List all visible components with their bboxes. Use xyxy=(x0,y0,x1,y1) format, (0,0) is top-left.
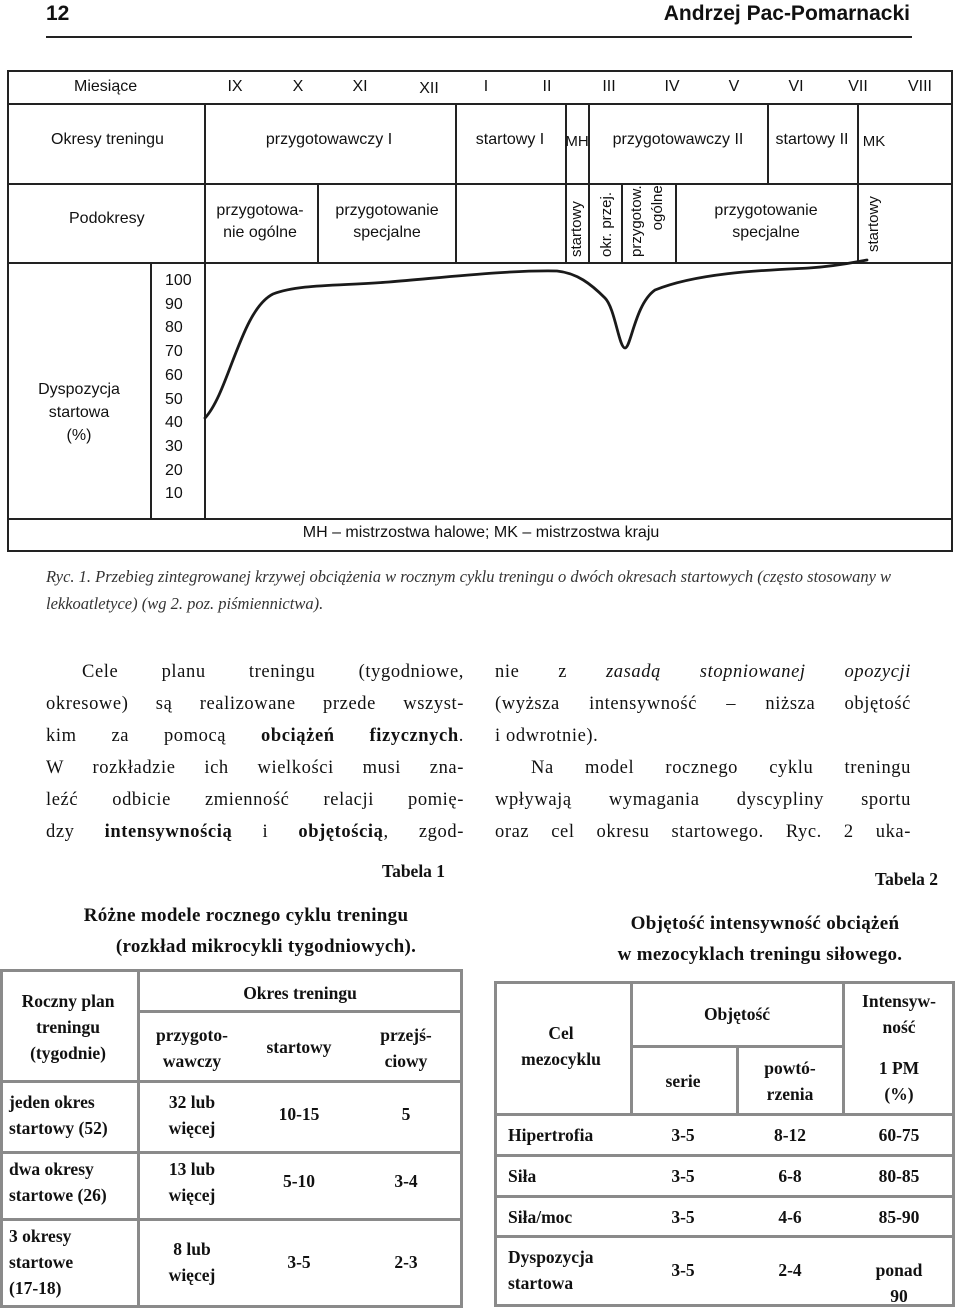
subperiod-specific-prep-1: przygotowanie specjalne xyxy=(335,202,439,241)
table2-header-intensity: Intensyw- ność xyxy=(862,991,936,1037)
month-label: III xyxy=(602,78,616,95)
table2-cell-reps: 6-8 xyxy=(778,1166,802,1186)
figure-annual-cycle xyxy=(7,70,953,552)
table1-header-start: startowy xyxy=(266,1037,332,1057)
figure-legend: MH – mistrzostwa halowe; MK – mistrzostwa kraju xyxy=(302,524,660,541)
subperiod-start-2: startowy xyxy=(865,196,882,252)
table2-cell-series: 3-5 xyxy=(671,1260,695,1280)
table2-cell-series: 3-5 xyxy=(671,1166,695,1186)
month-label: I xyxy=(483,78,489,95)
table1-cell-transition: 3-4 xyxy=(394,1171,418,1191)
table-rule xyxy=(736,1045,739,1113)
subperiods-label: Podokresy xyxy=(69,210,145,227)
body-text-right: nie z zasadą stopniowanej opozycji (wyższa intensywność – niższa objętość i odwrotnie). Na model rocznego cyklu treningu wpływają wymagania dyscypliny sportu oraz cel okresu startowego. Ryc. 2 uka- xyxy=(495,662,911,842)
table2-cell-reps: 4-6 xyxy=(778,1207,802,1227)
table1-cell-transition: 2-3 xyxy=(394,1252,418,1272)
subperiod-start-1: startowy xyxy=(568,201,585,257)
disposition-label: Dyspozycja startowa (%) xyxy=(38,381,120,444)
table-rule xyxy=(0,1151,463,1154)
table2-cell-1pm: 60-75 xyxy=(878,1125,920,1145)
month-label: IX xyxy=(227,78,243,95)
term-volume: objętością xyxy=(298,822,384,842)
period-mh: MH xyxy=(565,133,589,150)
month-label: VII xyxy=(848,78,868,95)
percent-scale: 100 90 80 70 60 50 40 30 20 10 xyxy=(165,272,192,503)
load-curve-plot xyxy=(9,72,951,550)
subperiod-general-prep-2: przygotow. ogólne xyxy=(628,185,666,257)
table-rule xyxy=(630,1045,844,1048)
table2-header-goal: Cel mezocyklu xyxy=(521,1023,601,1069)
table1-cell-prep: 8 lub więcej xyxy=(168,1239,216,1285)
periods-label: Okresy treningu xyxy=(51,131,164,148)
table1-header-transition: przejś- ciowy xyxy=(380,1025,432,1071)
table-rule xyxy=(494,1195,955,1198)
table-rule xyxy=(494,1154,955,1157)
table2-cell-goal: Hipertrofia xyxy=(508,1125,594,1145)
table2-cell-1pm: ponad 90 xyxy=(875,1260,923,1306)
month-label: XI xyxy=(352,78,368,95)
table1-cell-plan: jeden okres startowy (52) xyxy=(9,1092,108,1138)
table2-cell-goal: Dyspozycja startowa xyxy=(508,1247,594,1293)
table2-cell-goal: Siła xyxy=(508,1166,537,1186)
period-prep-1: przygotowawczy I xyxy=(265,131,393,148)
table2-cell-goal: Siła/moc xyxy=(508,1207,573,1227)
table2-cell-reps: 8-12 xyxy=(773,1125,807,1145)
table1-cell-start: 3-5 xyxy=(287,1252,311,1272)
body-text-left: Cele planu treningu (tygodniowe, okresowe) są realizowane przede wszyst- kim za pomocą obciążeń fizycznych. W rozkładzie ich wielkości musi zna- leźć odbicie zmienność relacji pomię- dzy intensywnością i objętością, zgod- xyxy=(46,662,464,842)
table2-title: Objętość intensywność obciążeń w mezocyklach treningu siłowego. xyxy=(617,913,903,965)
figure-caption: Ryc. 1. Przebieg zintegrowanej krzywej obciążenia w rocznym cyklu treningu o dwóch okresach startowych (często stosowany w lekkoatletyce) (wg 2. poz. piśmiennictwa). xyxy=(46,567,892,613)
load-curve xyxy=(205,260,867,418)
table2-header-series: serie xyxy=(665,1071,701,1091)
month-label: IV xyxy=(664,78,680,95)
month-label: X xyxy=(292,78,304,95)
table1-header-plan: Roczny plan treningu (tygodnie) xyxy=(21,991,115,1063)
term-gradual-opposition: zasadą stopniowanej opozycji xyxy=(605,662,911,682)
running-header-author: Andrzej Pac-Pomarnacki xyxy=(663,2,910,25)
table1-label: Tabela 1 xyxy=(382,861,446,881)
table1-cell-plan: dwa okresy startowe (26) xyxy=(9,1159,107,1205)
term-physical-loads: obciążeń fizycznych xyxy=(261,726,459,746)
table1-cell-start: 5-10 xyxy=(282,1171,316,1191)
table1-cell-prep: 13 lub więcej xyxy=(168,1159,216,1205)
table1-cell-transition: 5 xyxy=(401,1104,411,1124)
table-rule xyxy=(494,1113,955,1116)
month-label: VI xyxy=(788,78,804,95)
subperiod-general-prep: przygotowa- nie ogólne xyxy=(216,202,304,241)
period-start-1: startowy I xyxy=(475,131,545,148)
table1-cell-plan: 3 okresy startowe (17-18) xyxy=(9,1226,74,1298)
table1-cell-prep: 32 lub więcej xyxy=(168,1092,216,1138)
table-rule xyxy=(0,1080,463,1083)
period-prep-2: przygotowawczy II xyxy=(612,131,744,148)
table2-cell-series: 3-5 xyxy=(671,1125,695,1145)
page-number: 12 xyxy=(46,2,70,25)
month-label: V xyxy=(728,78,740,95)
table2-header-volume: Objętość xyxy=(703,1004,771,1024)
months-label: Miesiące xyxy=(74,78,138,95)
month-label: VIII xyxy=(907,78,933,95)
table2-cell-1pm: 85-90 xyxy=(878,1207,920,1227)
month-label: II xyxy=(542,78,552,95)
table1-title: Różne modele rocznego cyklu treningu (rozkład mikrocykli tygodniowych). xyxy=(83,905,417,957)
table1-cell-start: 10-15 xyxy=(278,1104,320,1124)
term-intensity: intensywnością xyxy=(104,822,233,842)
table-rule xyxy=(494,1235,955,1238)
table2-label: Tabela 2 xyxy=(875,869,939,889)
table-rule xyxy=(0,1218,463,1221)
table1-header-period: Okres treningu xyxy=(243,983,357,1003)
month-label: XII xyxy=(419,80,439,97)
period-start-2: startowy II xyxy=(775,131,849,148)
table-rule xyxy=(137,969,140,1308)
subperiod-specific-prep-2: przygotowanie specjalne xyxy=(714,202,818,241)
header-rule xyxy=(46,36,912,38)
table-rule xyxy=(137,1010,463,1013)
subperiod-transition: okr. przej. xyxy=(598,191,615,257)
table2-cell-1pm: 80-85 xyxy=(878,1166,920,1186)
table2-cell-series: 3-5 xyxy=(671,1207,695,1227)
table2-header-reps: powtó- rzenia xyxy=(764,1058,816,1104)
table1-header-prep: przygoto- wawczy xyxy=(156,1025,228,1071)
table2-cell-reps: 2-4 xyxy=(778,1260,802,1280)
period-mk: MK xyxy=(862,133,886,150)
table2-header-1pm: 1 PM (%) xyxy=(878,1058,920,1104)
